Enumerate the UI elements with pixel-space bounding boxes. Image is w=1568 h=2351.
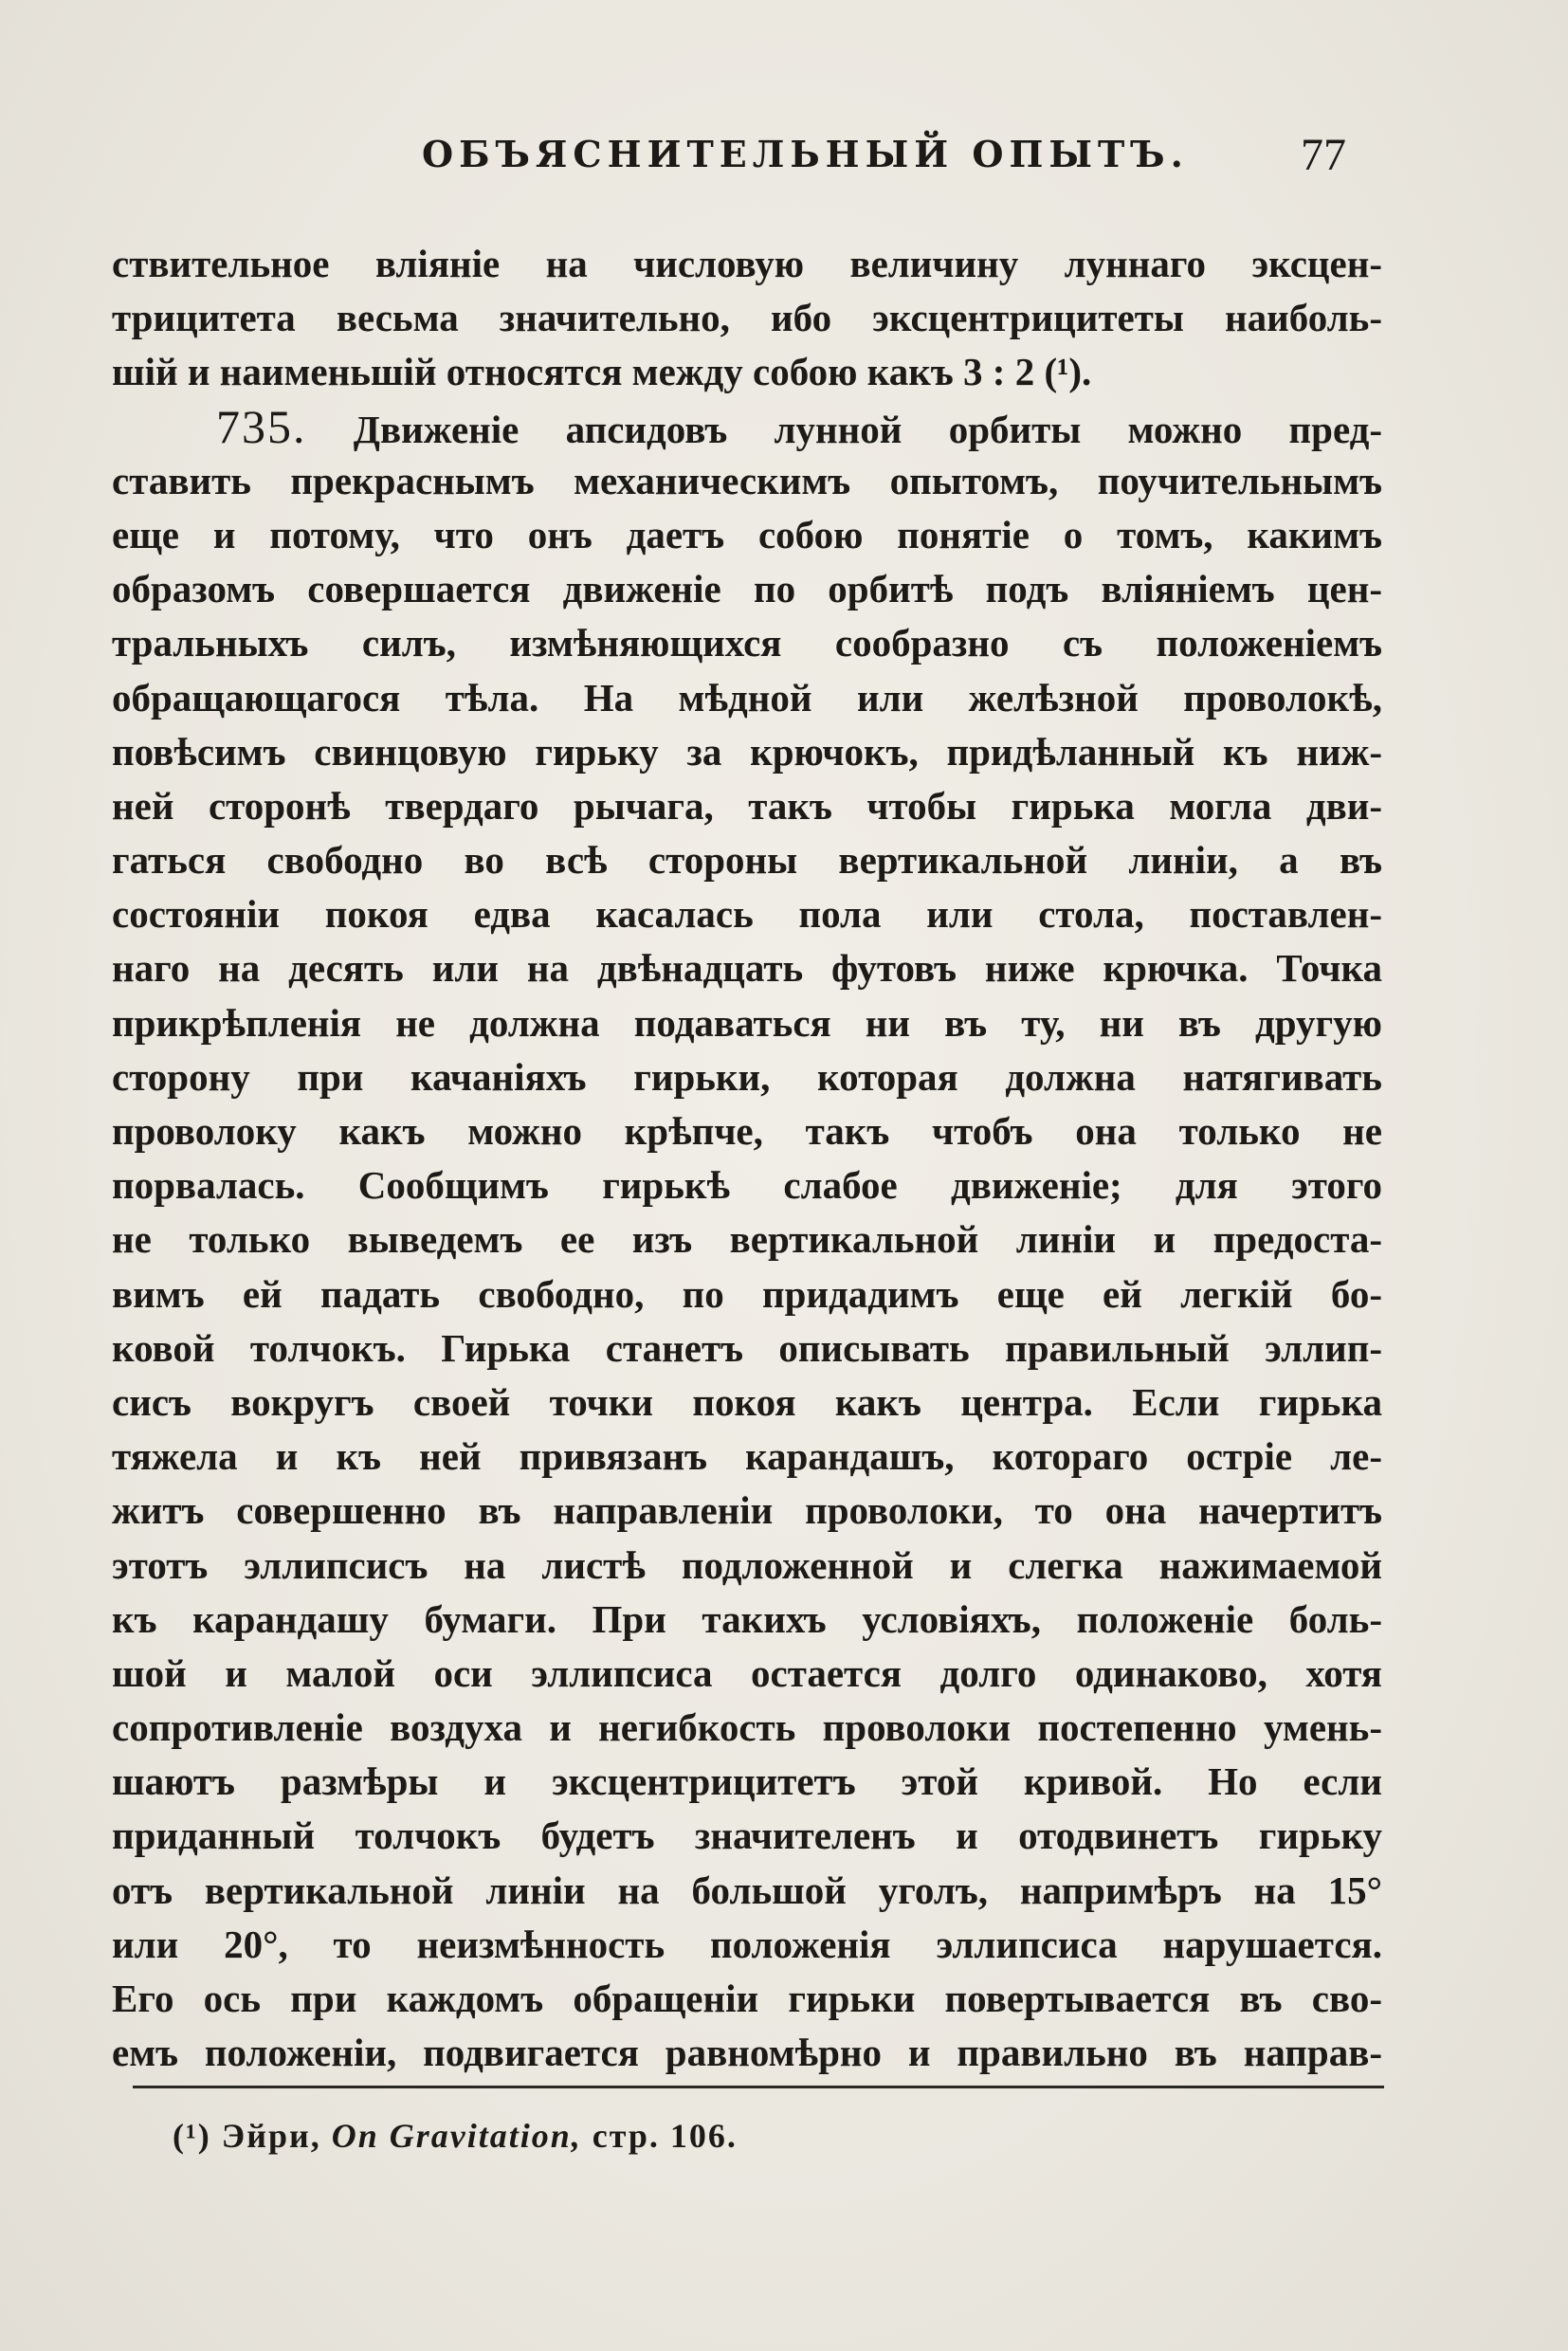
text-line: состояніи покоя едва касалась пола или стола, поставлен- <box>112 892 1382 937</box>
text-line: ней сторонѣ твердаго рычага, такъ чтобы гирька могла дви- <box>112 783 1382 828</box>
text-line: ствительное вліяніе на числовую величину луннаго эксцен- <box>112 242 1382 285</box>
footnote-location: стр. 106. <box>592 2117 738 2155</box>
text-line: гаться свободно во всѣ стороны вертикальной линіи, а въ <box>112 838 1382 883</box>
paragraph-number: 735. <box>216 399 307 453</box>
text-line: Движеніе апсидовъ лунной орбиты можно пред- <box>353 407 1382 451</box>
footnote <box>173 2116 738 2156</box>
running-title: ОБЪЯСНИТЕЛЬНЫЙ ОПЫТЪ. <box>422 133 1189 175</box>
text-line: или 20°, то неизмѣнность положенія эллипсиса нарушается. <box>112 1922 1382 1966</box>
text-line: шой и малой оси эллипсиса остается долго одинаково, хотя <box>112 1650 1382 1695</box>
text-line: ковой толчокъ. Гирька станетъ описывать правильный эллип- <box>112 1325 1382 1370</box>
text-line: вимъ ей падать свободно, по придадимъ еще ей легкій бо- <box>112 1271 1382 1316</box>
text-line: Его ось при каждомъ обращеніи гирьки повертывается въ сво- <box>112 1977 1382 2020</box>
footnote-title: On Gravitation, <box>331 2117 582 2155</box>
text-line: отъ вертикальной линіи на большой уголъ, напримѣръ на 15° <box>112 1868 1382 1912</box>
text-line: тяжела и къ ней привязанъ карандашъ, котораго остріе ле- <box>112 1434 1382 1479</box>
text-line: къ карандашу бумаги. При такихъ условіяхъ, положеніе боль- <box>112 1596 1382 1641</box>
text-line: образомъ совершается движеніе по орбитѣ подъ вліяніемъ цен- <box>112 567 1382 611</box>
text-line: обращающагося тѣла. На мѣдной или желѣзной проволокѣ, <box>112 675 1382 720</box>
text-line: сторону при качаніяхъ гирьки, которая должна натягивать <box>112 1054 1382 1099</box>
footnote-author: Эйри, <box>221 2117 321 2155</box>
text-line: проволоку какъ можно крѣпче, такъ чтобъ она только не <box>112 1109 1382 1153</box>
text-line: ставить прекраснымъ механическимъ опытомъ, поучительнымъ <box>112 458 1382 502</box>
page-number: 77 <box>1301 130 1346 180</box>
text-line: сисъ вокругъ своей точки покоя какъ центра. Если гирька <box>112 1379 1382 1424</box>
text-line: этотъ эллипсисъ на листѣ подложенной и слегка нажимаемой <box>112 1542 1382 1587</box>
footnote-marker: (¹) <box>173 2117 211 2155</box>
text-line: тральныхъ силъ, измѣняющихся сообразно съ положеніемъ <box>112 621 1382 665</box>
text-line: приданный толчокъ будетъ значителенъ и отодвинетъ гирьку <box>112 1813 1382 1858</box>
text-line: житъ совершенно въ направленіи проволоки, то она начертитъ <box>112 1488 1382 1533</box>
text-line: повѣсимъ свинцовую гирьку за крючокъ, придѣланный къ ниж- <box>112 729 1382 774</box>
footnote-rule <box>133 2086 1384 2088</box>
text-line: шій и наименьшій относятся между собою какъ 3 : 2 (¹). <box>112 350 1092 394</box>
text-line: порвалась. Сообщимъ гирькѣ слабое движеніе; для этого <box>112 1163 1382 1208</box>
text-line: сопротивленіе воздуха и негибкость проволоки постепенно умень- <box>112 1705 1382 1750</box>
text-line: прикрѣпленія не должна подаваться ни въ ту, ни въ другую <box>112 1000 1382 1045</box>
text-line: трицитета весьма значительно, ибо эксцентрицитеты наиболь- <box>112 296 1382 340</box>
body-text <box>112 237 1382 2080</box>
text-line: наго на десять или на двѣнадцать футовъ ниже крючка. Точка <box>112 946 1382 991</box>
text-line: еще и потому, что онъ даетъ собою понятіе о томъ, какимъ <box>112 512 1382 556</box>
text-line: емъ положеніи, подвигается равномѣрно и правильно въ направ- <box>112 2031 1382 2075</box>
paragraph-start-line <box>112 400 1382 454</box>
text-line: не только выведемъ ее изъ вертикальной линіи и предоста- <box>112 1217 1382 1262</box>
text-line: шаютъ размѣры и эксцентрицитетъ этой кривой. Но если <box>112 1759 1382 1804</box>
